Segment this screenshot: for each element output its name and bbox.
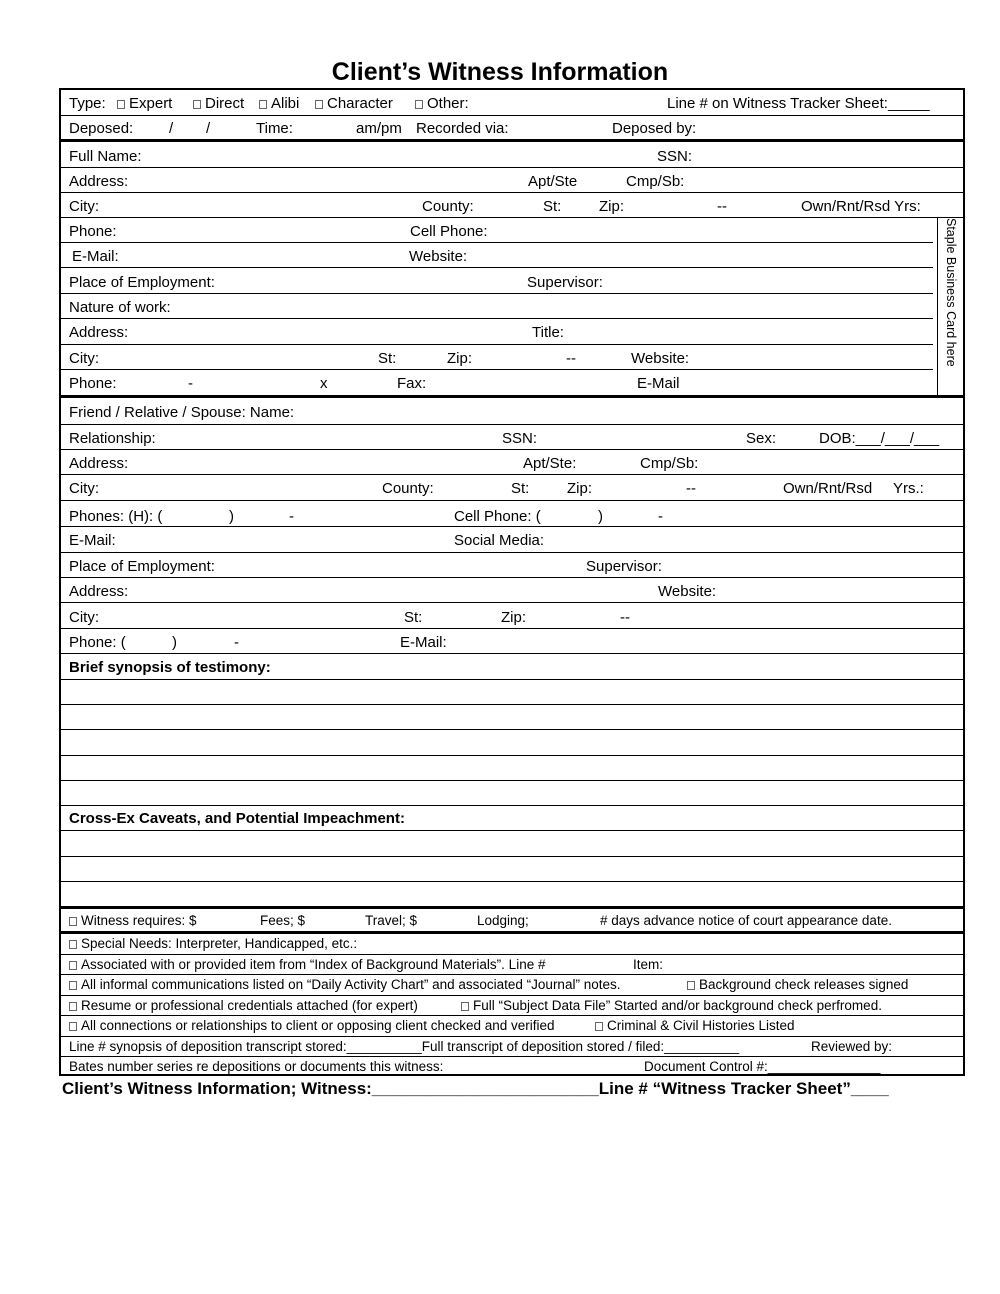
deposed-row xyxy=(61,116,963,142)
background-materials-row xyxy=(61,955,963,975)
special-needs-checkbox[interactable] xyxy=(69,940,77,949)
relationship-row xyxy=(61,425,963,450)
character-label: Character xyxy=(327,95,393,112)
zip-dash: -- xyxy=(717,198,727,215)
friend-address-label: Address: xyxy=(69,455,129,472)
communications-label: All informal communications listed on “Daily Activity Chart” and associated “Journal” notes. xyxy=(81,977,621,992)
emp-city-label: City: xyxy=(69,350,99,367)
friend-emp-phone-row xyxy=(61,629,963,654)
full-name-row xyxy=(61,142,963,168)
phone-dash: - xyxy=(234,634,239,651)
recorded-via-label: Recorded via: xyxy=(416,120,509,137)
witness-requires-checkbox[interactable] xyxy=(69,917,77,926)
page-title: Client’s Witness Information xyxy=(331,58,669,86)
special-needs-row xyxy=(61,934,963,955)
fax-label: Fax: xyxy=(397,375,427,392)
friend-zip-dash: -- xyxy=(686,480,696,497)
tracker-line-field[interactable]: Line # on Witness Tracker Sheet:_____ xyxy=(667,95,930,112)
lodging-label: Lodging; xyxy=(477,913,529,928)
expert-label: Expert xyxy=(129,95,173,112)
cmp-label: Cmp/Sb: xyxy=(626,173,685,190)
emp-email-label: E-Mail xyxy=(637,375,680,392)
resume-label: Resume or professional credentials attached (for expert) xyxy=(81,998,418,1013)
friend-ssn-label: SSN: xyxy=(502,430,538,447)
ampm-label: am/pm xyxy=(356,120,402,137)
resume-checkbox[interactable] xyxy=(69,1002,77,1011)
crossex-heading-row xyxy=(61,806,963,831)
paren: ) xyxy=(229,508,234,525)
friend-city-row xyxy=(61,475,963,501)
item-label: Item: xyxy=(633,957,664,972)
job-title-label: Title: xyxy=(532,324,564,341)
reviewed-by-label: Reviewed by: xyxy=(811,1039,893,1054)
nature-label: Nature of work: xyxy=(69,299,171,316)
type-label: Type: xyxy=(69,95,106,112)
city-row xyxy=(61,193,963,218)
friend-emp-state-label: St: xyxy=(404,609,423,626)
paren: ) xyxy=(172,634,177,651)
cell-phone-label: Cell Phone: xyxy=(410,223,488,240)
friend-cmp-label: Cmp/Sb: xyxy=(640,455,699,472)
friend-emp-phone-label: Phone: ( xyxy=(69,634,126,651)
background-releases-checkbox[interactable] xyxy=(687,981,695,990)
apt-label: Apt/Ste xyxy=(528,173,578,190)
city-label: City: xyxy=(69,198,99,215)
county-label: County: xyxy=(422,198,474,215)
resume-row xyxy=(61,996,963,1016)
histories-label: Criminal & Civil Histories Listed xyxy=(607,1018,795,1033)
dob-label: DOB:___/___/___ xyxy=(819,430,940,447)
friend-county-label: County: xyxy=(382,480,434,497)
connections-checkbox[interactable] xyxy=(69,1022,77,1031)
friend-emp-city-row xyxy=(61,603,963,629)
own-rent-label: Own/Rnt/Rsd Yrs: xyxy=(801,198,921,215)
background-releases-label: Background check releases signed xyxy=(699,977,909,992)
state-label: St: xyxy=(543,198,562,215)
synopsis-line[interactable] xyxy=(61,781,963,806)
friend-supervisor-label: Supervisor: xyxy=(586,558,662,575)
friend-address-row xyxy=(61,450,963,475)
friend-emp-zip-dash: -- xyxy=(620,609,630,626)
emp-state-label: St: xyxy=(378,350,397,367)
friend-city-label: City: xyxy=(69,480,99,497)
friend-emp-website-label: Website: xyxy=(658,583,717,600)
type-row xyxy=(61,90,963,116)
friend-years-label: Yrs.: xyxy=(893,480,924,497)
address-label: Address: xyxy=(69,173,129,190)
emp-address-label: Address: xyxy=(69,324,129,341)
alibi-checkbox[interactable] xyxy=(259,100,267,109)
phone-label: Phone: xyxy=(69,223,117,240)
friend-apt-label: Apt/Ste: xyxy=(523,455,577,472)
bates-row xyxy=(61,1057,963,1076)
emp-phone-dash: - xyxy=(188,375,193,392)
email-row xyxy=(61,243,933,268)
witness-form xyxy=(59,88,965,1076)
friend-employment-label: Place of Employment: xyxy=(69,558,215,575)
nature-row xyxy=(61,294,933,319)
background-materials-checkbox[interactable] xyxy=(69,961,77,970)
sex-label: Sex: xyxy=(746,430,777,447)
friend-emp-address-row xyxy=(61,578,963,603)
emp-website-label: Website: xyxy=(631,350,690,367)
crossex-heading: Cross-Ex Caveats, and Potential Impeachment: xyxy=(69,810,405,827)
communications-checkbox[interactable] xyxy=(69,981,77,990)
special-needs-label: Special Needs: Interpreter, Handicapped, etc.: xyxy=(81,936,358,951)
subject-data-file-checkbox[interactable] xyxy=(461,1002,469,1011)
transcript-row xyxy=(61,1037,963,1057)
witness-requires-row xyxy=(61,909,963,934)
friend-state-label: St: xyxy=(511,480,530,497)
background-materials-label: Associated with or provided item from “Index of Background Materials”. Line # xyxy=(81,957,546,972)
business-card-area xyxy=(937,218,965,398)
histories-checkbox[interactable] xyxy=(595,1022,603,1031)
extension-label: x xyxy=(320,375,328,392)
deposed-by-label: Deposed by: xyxy=(612,120,697,137)
other-checkbox[interactable] xyxy=(415,100,423,109)
email-label: E-Mail: xyxy=(72,248,119,265)
bates-label: Bates number series re depositions or documents this witness: xyxy=(69,1059,444,1074)
emp-phone-label: Phone: xyxy=(69,375,117,392)
footer-line: Client’s Witness Information; Witness:________________________Line # “Witness Tracker Sheet”____ xyxy=(62,1079,889,1098)
synopsis-heading: Brief synopsis of testimony: xyxy=(69,659,271,676)
social-media-label: Social Media: xyxy=(454,532,545,549)
phone-row xyxy=(61,218,933,243)
friend-email-row xyxy=(61,527,963,553)
emp-phone-row xyxy=(61,370,963,398)
notice-days-label: # days advance notice of court appearance date. xyxy=(600,913,892,928)
emp-zip-dash: -- xyxy=(566,350,576,367)
address-row xyxy=(61,168,963,193)
paren: ) xyxy=(598,508,603,525)
transcript-label[interactable]: Line # synopsis of deposition transcript stored:__________Full transcript of deposition stored / filed:__________ xyxy=(69,1039,740,1054)
connections-label: All connections or relationships to client or opposing client checked and verified xyxy=(81,1018,555,1033)
home-phone-label: Phones: (H): ( xyxy=(69,508,163,525)
friend-cell-label: Cell Phone: ( xyxy=(454,508,541,525)
deposed-label: Deposed: xyxy=(69,120,134,137)
ssn-label: SSN: xyxy=(657,148,693,165)
friend-own-label: Own/Rnt/Rsd xyxy=(783,480,873,497)
alibi-label: Alibi xyxy=(271,95,300,112)
friend-zip-label: Zip: xyxy=(567,480,593,497)
time-label: Time: xyxy=(256,120,293,137)
direct-checkbox[interactable] xyxy=(193,100,201,109)
crossex-line[interactable] xyxy=(61,831,963,857)
employment-row xyxy=(61,268,933,294)
friend-row xyxy=(61,398,963,425)
friend-phones-row xyxy=(61,501,963,527)
friend-name-label: Friend / Relative / Spouse: Name: xyxy=(69,404,295,421)
synopsis-heading-row xyxy=(61,654,963,680)
crossex-line[interactable] xyxy=(61,857,963,882)
direct-label: Direct xyxy=(205,95,245,112)
connections-row xyxy=(61,1016,963,1037)
synopsis-line[interactable] xyxy=(61,730,963,756)
document-control-label[interactable]: Document Control #:_______________ xyxy=(644,1059,881,1074)
date-slash: / xyxy=(206,120,211,137)
relationship-label: Relationship: xyxy=(69,430,156,447)
phone-dash: - xyxy=(658,508,663,525)
communications-row xyxy=(61,975,963,996)
witness-requires-label: Witness requires: $ xyxy=(81,913,197,928)
emp-city-row xyxy=(61,345,933,370)
friend-emp-address-label: Address: xyxy=(69,583,129,600)
friend-employment-row xyxy=(61,553,963,578)
crossex-line[interactable] xyxy=(61,882,963,909)
friend-emp-city-label: City: xyxy=(69,609,99,626)
synopsis-line[interactable] xyxy=(61,680,963,705)
emp-address-row xyxy=(61,319,933,345)
synopsis-line[interactable] xyxy=(61,756,963,781)
supervisor-label: Supervisor: xyxy=(527,274,603,291)
other-label: Other: xyxy=(427,95,469,112)
fees-label: Fees; $ xyxy=(260,913,306,928)
website-label: Website: xyxy=(409,248,468,265)
travel-label: Travel; $ xyxy=(365,913,418,928)
character-checkbox[interactable] xyxy=(315,100,323,109)
full-name-label: Full Name: xyxy=(69,148,142,165)
zip-label: Zip: xyxy=(599,198,625,215)
friend-emp-zip-label: Zip: xyxy=(501,609,527,626)
staple-note: Staple Business Card here xyxy=(944,218,958,367)
date-slash: / xyxy=(169,120,174,137)
emp-zip-label: Zip: xyxy=(447,350,473,367)
friend-email-label: E-Mail: xyxy=(69,532,116,549)
expert-checkbox[interactable] xyxy=(117,100,125,109)
subject-data-file-label: Full “Subject Data File” Started and/or background check perfromed. xyxy=(473,998,882,1013)
phone-dash: - xyxy=(289,508,294,525)
friend-emp-email-label: E-Mail: xyxy=(400,634,447,651)
synopsis-line[interactable] xyxy=(61,705,963,730)
employment-label: Place of Employment: xyxy=(69,274,215,291)
